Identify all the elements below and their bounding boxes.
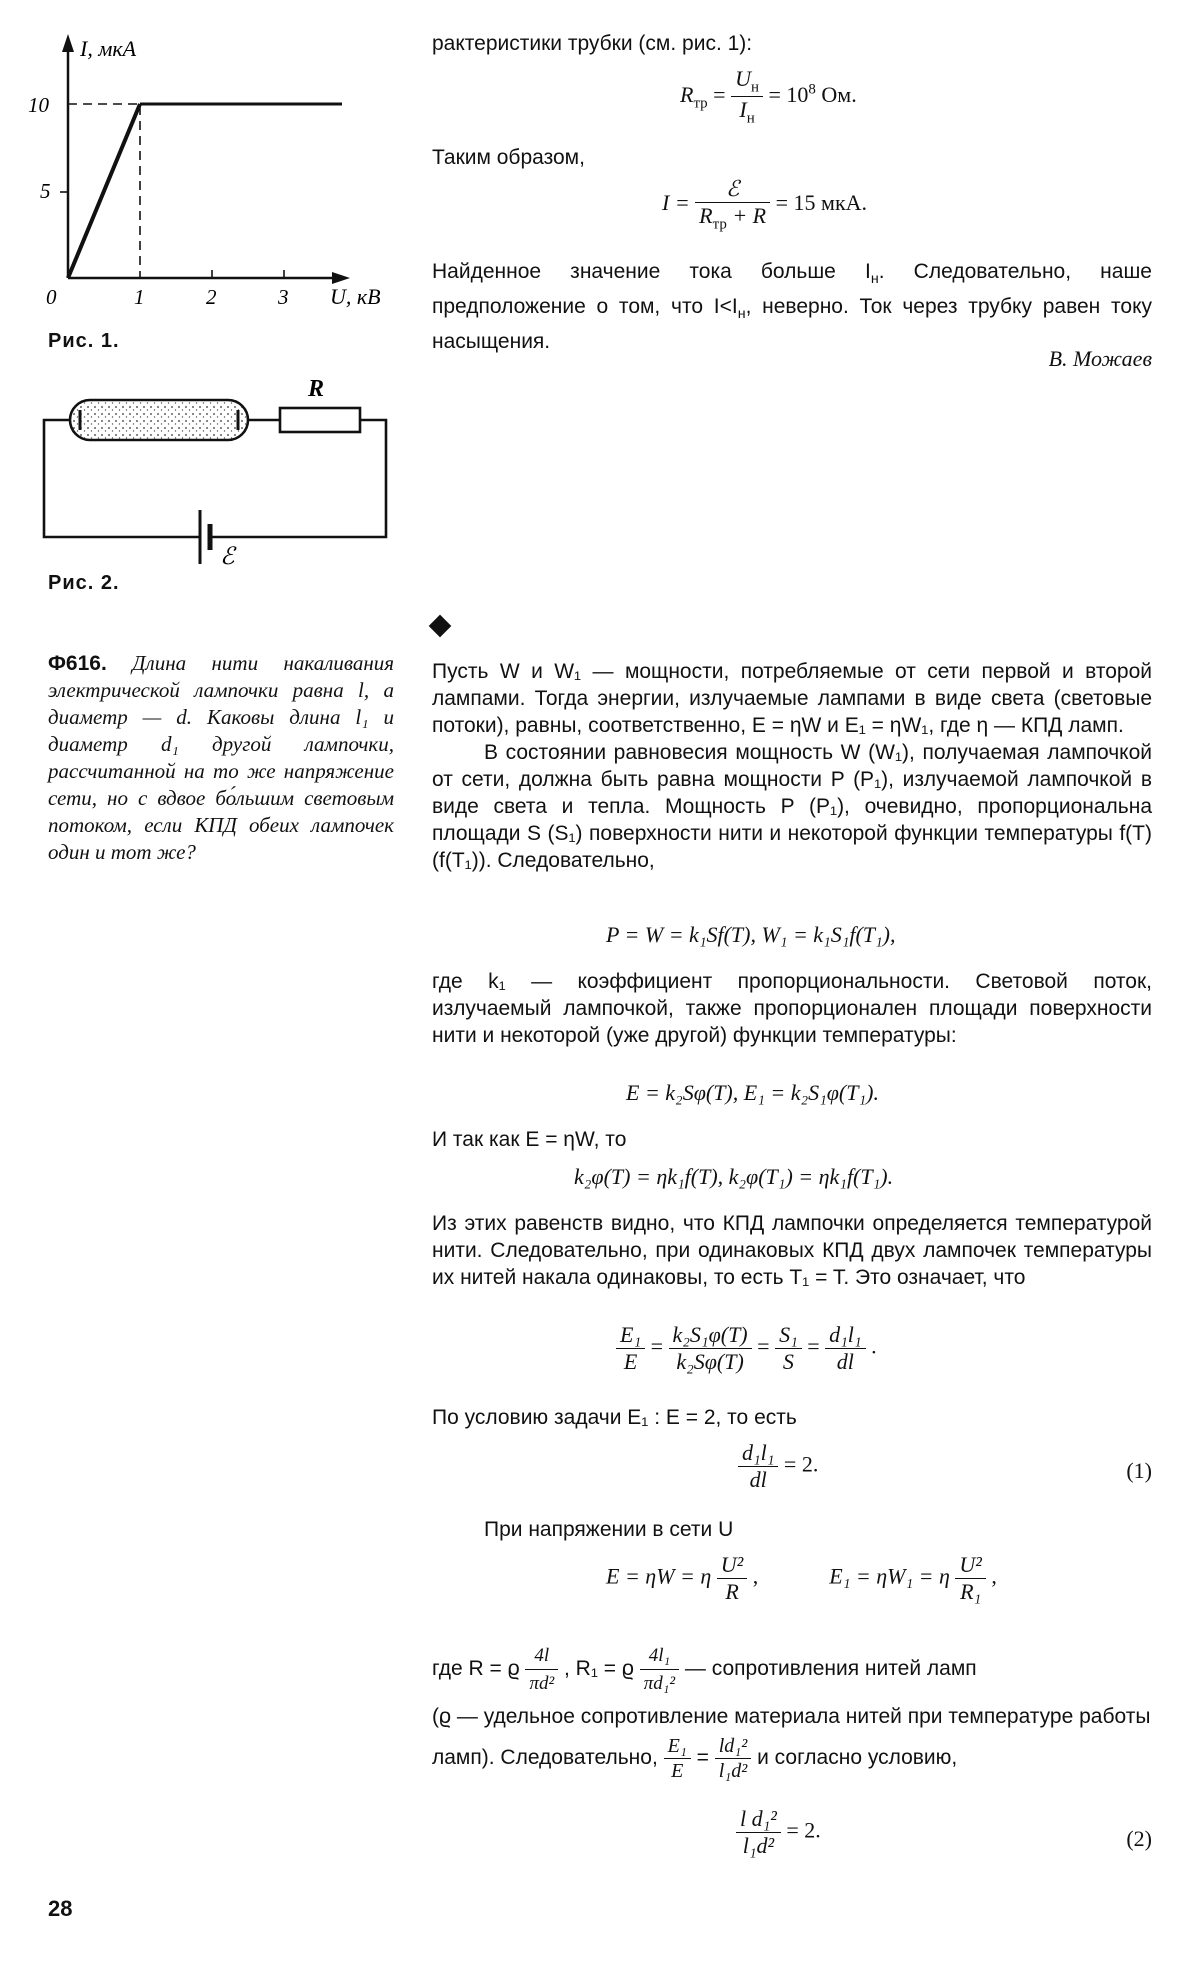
x-tick-1: 1 <box>134 285 145 309</box>
x-tick-2: 2 <box>206 285 217 309</box>
y-axis-arrow-icon <box>62 34 74 52</box>
y-tick-10: 10 <box>28 93 49 117</box>
emf-label: ℰ <box>220 544 235 570</box>
figure-2-circuit <box>30 370 400 570</box>
solution-paragraph-1: Пусть W и W₁ — мощности, потребляемые от сети первой и второй лампами. Тогда энергии, излучаемые лампами в виде света (световые потоки), равны, соответственно, E = ηW и E₁ = ηW₁, где η — КПД ламп. <box>432 660 1152 737</box>
equation-ratio: $\frac{\text{E₁}}{E}$ = $\frac{\text{k₂S₁φ(T)}}{\text{k₂Sφ(T)}}$ = $\frac{\text{S₁}}{S}$ = $\frac{\text{d₁l₁}}{dl}$ . <box>616 1322 877 1375</box>
problem-statement <box>48 650 394 866</box>
page-number: 28 <box>48 1896 73 1921</box>
equation-1: $\frac{\text{d₁l₁}}{dl}$ = 2. <box>738 1440 818 1493</box>
figure-1-caption: Рис. 1. <box>48 330 120 352</box>
i-u-curve-rise <box>68 104 140 278</box>
equation-current: I = $\frac{\text{ℰ}}{R_{тр} + R}$ = 15 мкА. <box>662 176 868 233</box>
text-line-characteristic: рактеристики трубки (см. рис. 1): <box>432 32 753 55</box>
figure-2-caption: Рис. 2. <box>48 572 120 594</box>
problem-number: Ф616. <box>48 652 107 675</box>
y-axis-label: I, мкА <box>80 36 137 61</box>
solution-paragraph-4: И так как E = ηW, то <box>432 1128 627 1151</box>
solution-paragraph-9: (ϱ — удельное сопротивление материала нитей при температуре работы ламп). Следовательно, $\frac{\text{E₁}}{E}$ = $\frac{\text{ld₁²}}{\text{l₁d²}}$ и согласно условию, <box>432 1705 1151 1782</box>
text-thus: Таким образом, <box>432 146 585 169</box>
y-tick-5: 5 <box>40 179 51 203</box>
x-axis-arrow-icon <box>332 272 350 284</box>
solution-paragraph-7: При напряжении в сети U <box>484 1518 734 1541</box>
x-tick-3: 3 <box>278 285 289 309</box>
equation-2: $\frac{\text{l d₁²}}{\text{l₁d²}}$ = 2. <box>736 1806 821 1859</box>
x-axis-label: U, кВ <box>330 284 381 309</box>
equation-efficiency: k₂φ(T) = ηk₁f(T), k₂φ(T₁) = ηk₁f(T₁). <box>574 1164 894 1189</box>
gas-tube <box>70 400 248 440</box>
solution-paragraph-5: Из этих равенств видно, что КПД лампочки определяется температурой нити. Следовательно, при одинаковых КПД двух лампочек температуры их нитей накала одинаковы, то есть T₁ = T. Это означает, что <box>432 1212 1152 1289</box>
x-tick-0: 0 <box>46 285 57 309</box>
diamond-separator-icon <box>429 615 452 638</box>
solution-paragraph-2: В состоянии равновесия мощность W (W₁), получаемая лампочкой от сети, должна быть равна мощности P (P₁), излучаемой лампочкой в виде света и тепла. Мощность P (P₁), очевидно, пропорциональна площади S (S₁) поверхности нити и некоторой функции температуры f(T) (f(T₁)). Следовательно, <box>432 741 1152 872</box>
resistor <box>280 408 360 432</box>
equation-rtr: $R_{тр}$ = $\frac{U_н}{I_н}$ = $10^8$ Ом. <box>680 66 857 127</box>
resistor-label: R <box>308 376 325 402</box>
author-signature: В. Можаев <box>1048 346 1152 371</box>
solution-paragraph-6: По условию задачи E₁ : E = 2, то есть <box>432 1406 797 1429</box>
equation-2-tag: (2) <box>1126 1826 1152 1851</box>
equation-light-flux: E = k₂Sφ(T), E₁ = k₂S₁φ(T₁). <box>626 1080 879 1105</box>
problem-text: Длина нити накаливания электрической лампочки равна l, а диаметр — d. Каковы длина l₁ и диаметр d₁ другой лампочки, рассчитанной на то же напряжение сети, но с вдвое бо́льшим световым потоком, если КПД обеих лампочек один и тот же? <box>48 651 394 864</box>
equation-voltage: E = ηW = η $\frac{\text{U²}}{R}$ , E₁ = ηW₁ = η $\frac{\text{U²}}{\text{R₁}}$ , <box>606 1552 997 1604</box>
equation-power: P = W = k₁Sf(T), W₁ = k₁S₁f(T₁), <box>606 922 896 947</box>
solution-paragraph-8: где R = ϱ $\frac{4l}{\text{πd²}}$ , R₁ = ϱ $\frac{\text{4l₁}}{\text{πd₁²}}$ — сопротивления нитей ламп <box>432 1642 1152 1697</box>
paragraph-found-current: Найденное значение тока больше $I_н$. Следовательно, наше предположение о том, что $I<I_н$, неверно. Ток через трубку равен току насыщения. <box>432 260 1152 354</box>
equation-1-tag: (1) <box>1126 1458 1152 1483</box>
solution-paragraph-3: где k₁ — коэффициент пропорциональности. Световой поток, излучаемый лампочкой, также пропорционален площади поверхности нити и некоторой (уже другой) функции температуры: <box>432 970 1152 1047</box>
figure-1-graph <box>20 28 390 328</box>
